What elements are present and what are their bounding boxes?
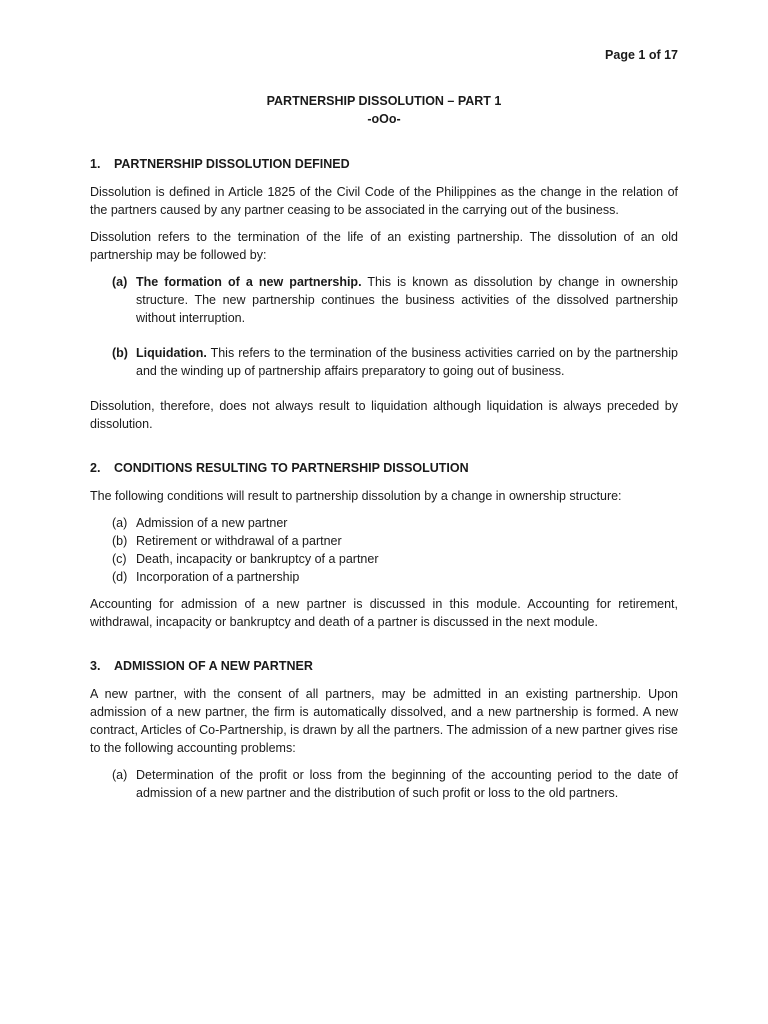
list-item <box>90 568 678 586</box>
list-item <box>90 514 678 532</box>
section-title: ADMISSION OF A NEW PARTNER <box>114 659 313 673</box>
list-marker: (a) <box>112 516 128 530</box>
list-marker: (c) <box>112 552 127 566</box>
section-number: 1. <box>90 157 101 171</box>
section-gap <box>90 442 678 459</box>
list-item-lead: Liquidation. <box>136 346 207 360</box>
list-item-text: Retirement or withdrawal of a partner <box>136 534 342 548</box>
section-heading <box>90 155 678 173</box>
section-admission <box>90 657 678 802</box>
list-marker: (b) <box>112 534 128 548</box>
list-marker: (a) <box>112 275 128 289</box>
dissolution-outcomes-list <box>90 273 678 380</box>
paragraph: Dissolution refers to the termination of the life of an existing partnership. The dissolution of an old partnership may be followed by: <box>90 230 678 262</box>
section-number: 2. <box>90 461 101 475</box>
list-item <box>90 344 678 380</box>
list-item-text: Admission of a new partner <box>136 516 288 530</box>
title-ornament: -oOo- <box>367 112 401 126</box>
page-number: Page 1 of 17 <box>605 48 678 62</box>
list-item-text: This refers to the termination of the business activities carried on by the partnership and the winding up of partnership affairs preparatory to going out of business. <box>136 346 678 378</box>
paragraph: Accounting for admission of a new partner is discussed in this module. Accounting for retirement, withdrawal, incapacity or bankruptcy and death of a partner is discussed in the next module. <box>90 597 678 629</box>
list-item-lead: The formation of a new partnership. <box>136 275 362 289</box>
section-conditions <box>90 459 678 631</box>
section-heading <box>90 657 678 675</box>
section-title: PARTNERSHIP DISSOLUTION DEFINED <box>114 157 350 171</box>
paragraph: Dissolution, therefore, does not always result to liquidation although liquidation is always preceded by dissolution. <box>90 399 678 431</box>
paragraph: A new partner, with the consent of all partners, may be admitted in an existing partnership. Upon admission of a new partner, the firm is automatically dissolved, and a new partnership is formed. A new contract, Articles of Co-Partnership, is drawn by all the partners. The admission of a new partner gives rise to the following accounting problems: <box>90 687 678 755</box>
list-item-text: Determination of the profit or loss from the beginning of the accounting period to the date of admission of a new partner and the distribution of such profit or loss to the old partners. <box>136 768 678 800</box>
conditions-list <box>90 514 678 586</box>
document-body <box>90 155 678 811</box>
list-marker: (a) <box>112 768 128 782</box>
list-item-text: Incorporation of a partnership <box>136 570 300 584</box>
paragraph: Dissolution is defined in Article 1825 of the Civil Code of the Philippines as the change in the relation of the partners caused by any partner ceasing to be associated in the carrying out of the business. <box>90 185 678 217</box>
section-dissolution-defined <box>90 155 678 433</box>
section-heading <box>90 459 678 477</box>
accounting-problems-list <box>90 766 678 802</box>
section-number: 3. <box>90 659 101 673</box>
list-marker: (b) <box>112 346 128 360</box>
list-item <box>90 532 678 550</box>
paragraph: The following conditions will result to partnership dissolution by a change in ownership structure: <box>90 489 622 503</box>
list-item-text: Death, incapacity or bankruptcy of a partner <box>136 552 379 566</box>
list-item <box>90 550 678 568</box>
title-line: PARTNERSHIP DISSOLUTION – PART 1 <box>266 94 502 108</box>
section-title: CONDITIONS RESULTING TO PARTNERSHIP DISSOLUTION <box>114 461 469 475</box>
document-title <box>90 92 678 128</box>
list-marker: (d) <box>112 570 128 584</box>
list-item-text: This is known as dissolution by change in ownership structure. The new partnership continues the business activities of the dissolved partnership without interruption. <box>136 275 678 325</box>
list-item <box>90 766 678 802</box>
section-gap <box>90 640 678 657</box>
list-item <box>90 273 678 327</box>
